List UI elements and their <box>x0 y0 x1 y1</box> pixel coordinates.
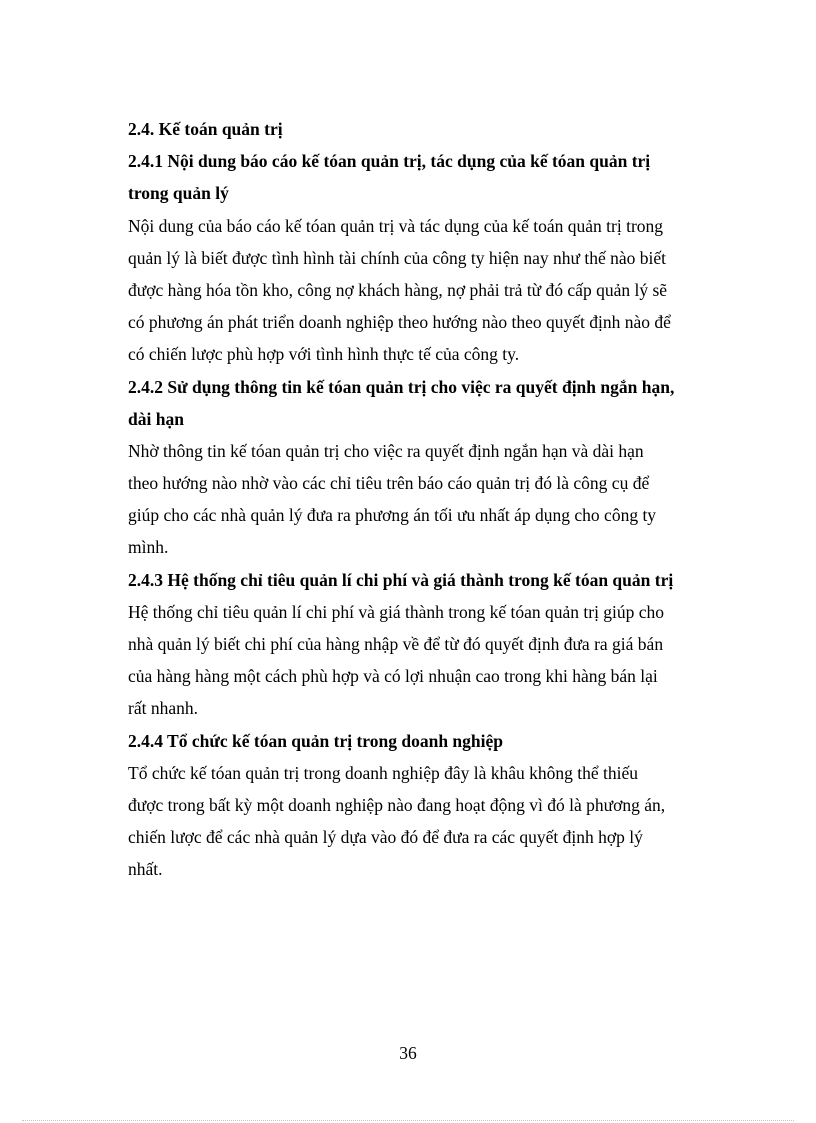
subsection-heading-line: dài hạn <box>128 408 184 429</box>
body-text-line: theo hướng nào nhờ vào các chỉ tiêu trên báo cáo quản trị đó là công cụ để <box>128 473 650 494</box>
page-number: 36 <box>399 1043 417 1063</box>
body-text-line: Hệ thống chỉ tiêu quản lí chi phí và giá thành trong kế tóan quản trị giúp cho <box>128 601 665 622</box>
subsection-2-4-3 <box>128 564 738 725</box>
section-heading: 2.4. Kế toán quản trị <box>128 119 283 139</box>
subsection-2-4-1 <box>128 145 738 370</box>
body-text-line: mình. <box>128 537 169 558</box>
body-text-line: quản lý là biết được tình hình tài chính của công ty hiện nay như thế nào biết <box>128 247 667 268</box>
subsection-heading-line: 2.4.3 Hệ thống chỉ tiêu quản lí chi phí và giá thành trong kế tóan quản trị <box>128 569 674 590</box>
page-bottom-divider <box>22 1120 794 1121</box>
subsection-2-4-4 <box>128 725 738 886</box>
page-content <box>128 113 738 886</box>
body-text-line: nhất. <box>128 859 163 880</box>
subsection-heading-line: trong quản lý <box>128 183 229 204</box>
body-text-line: giúp cho các nhà quản lý đưa ra phương án tối ưu nhất áp dụng cho công ty <box>128 505 657 526</box>
subsection-2-4-2 <box>128 371 738 564</box>
body-text-line: rất nhanh. <box>128 698 198 719</box>
body-text-line: Tổ chức kế tóan quản trị trong doanh nghiệp đây là khâu không thể thiếu <box>128 762 639 783</box>
body-text-line: chiến lược để các nhà quản lý dựa vào đó để đưa ra các quyết định hợp lý <box>128 827 643 848</box>
subsection-heading-line: 2.4.4 Tổ chức kế tóan quản trị trong doanh nghiệp <box>128 730 504 751</box>
body-text-line: được hàng hóa tồn kho, công nợ khách hàng, nợ phải trả từ đó cấp quản lý sẽ <box>128 279 668 300</box>
body-text-line: nhà quản lý biết chi phí của hàng nhập về để từ đó quyết định đưa ra giá bán <box>128 634 664 654</box>
body-text-line: Nội dung của báo cáo kế tóan quản trị và tác dụng của kế toán quản trị trong <box>128 215 664 236</box>
body-text-line: có phương án phát triển doanh nghiệp theo hướng nào theo quyết định nào để <box>128 312 671 333</box>
body-text-line: của hàng hàng một cách phù hợp và có lợi nhuận cao trong khi hàng bán lại <box>128 666 658 687</box>
body-text-line: được trong bất kỳ một doanh nghiệp nào đang hoạt động vì đó là phương án, <box>128 794 666 815</box>
body-text-line: Nhờ thông tin kế tóan quản trị cho việc ra quyết định ngắn hạn và dài hạn <box>128 440 644 461</box>
subsection-heading-line: 2.4.1 Nội dung báo cáo kế tóan quản trị, tác dụng của kế tóan quản trị <box>128 151 651 172</box>
body-text-line: có chiến lược phù hợp với tình hình thực tế của công ty. <box>128 344 520 365</box>
subsection-heading-line: 2.4.2 Sử dụng thông tin kế tóan quản trị cho việc ra quyết định ngắn hạn, <box>128 376 675 397</box>
